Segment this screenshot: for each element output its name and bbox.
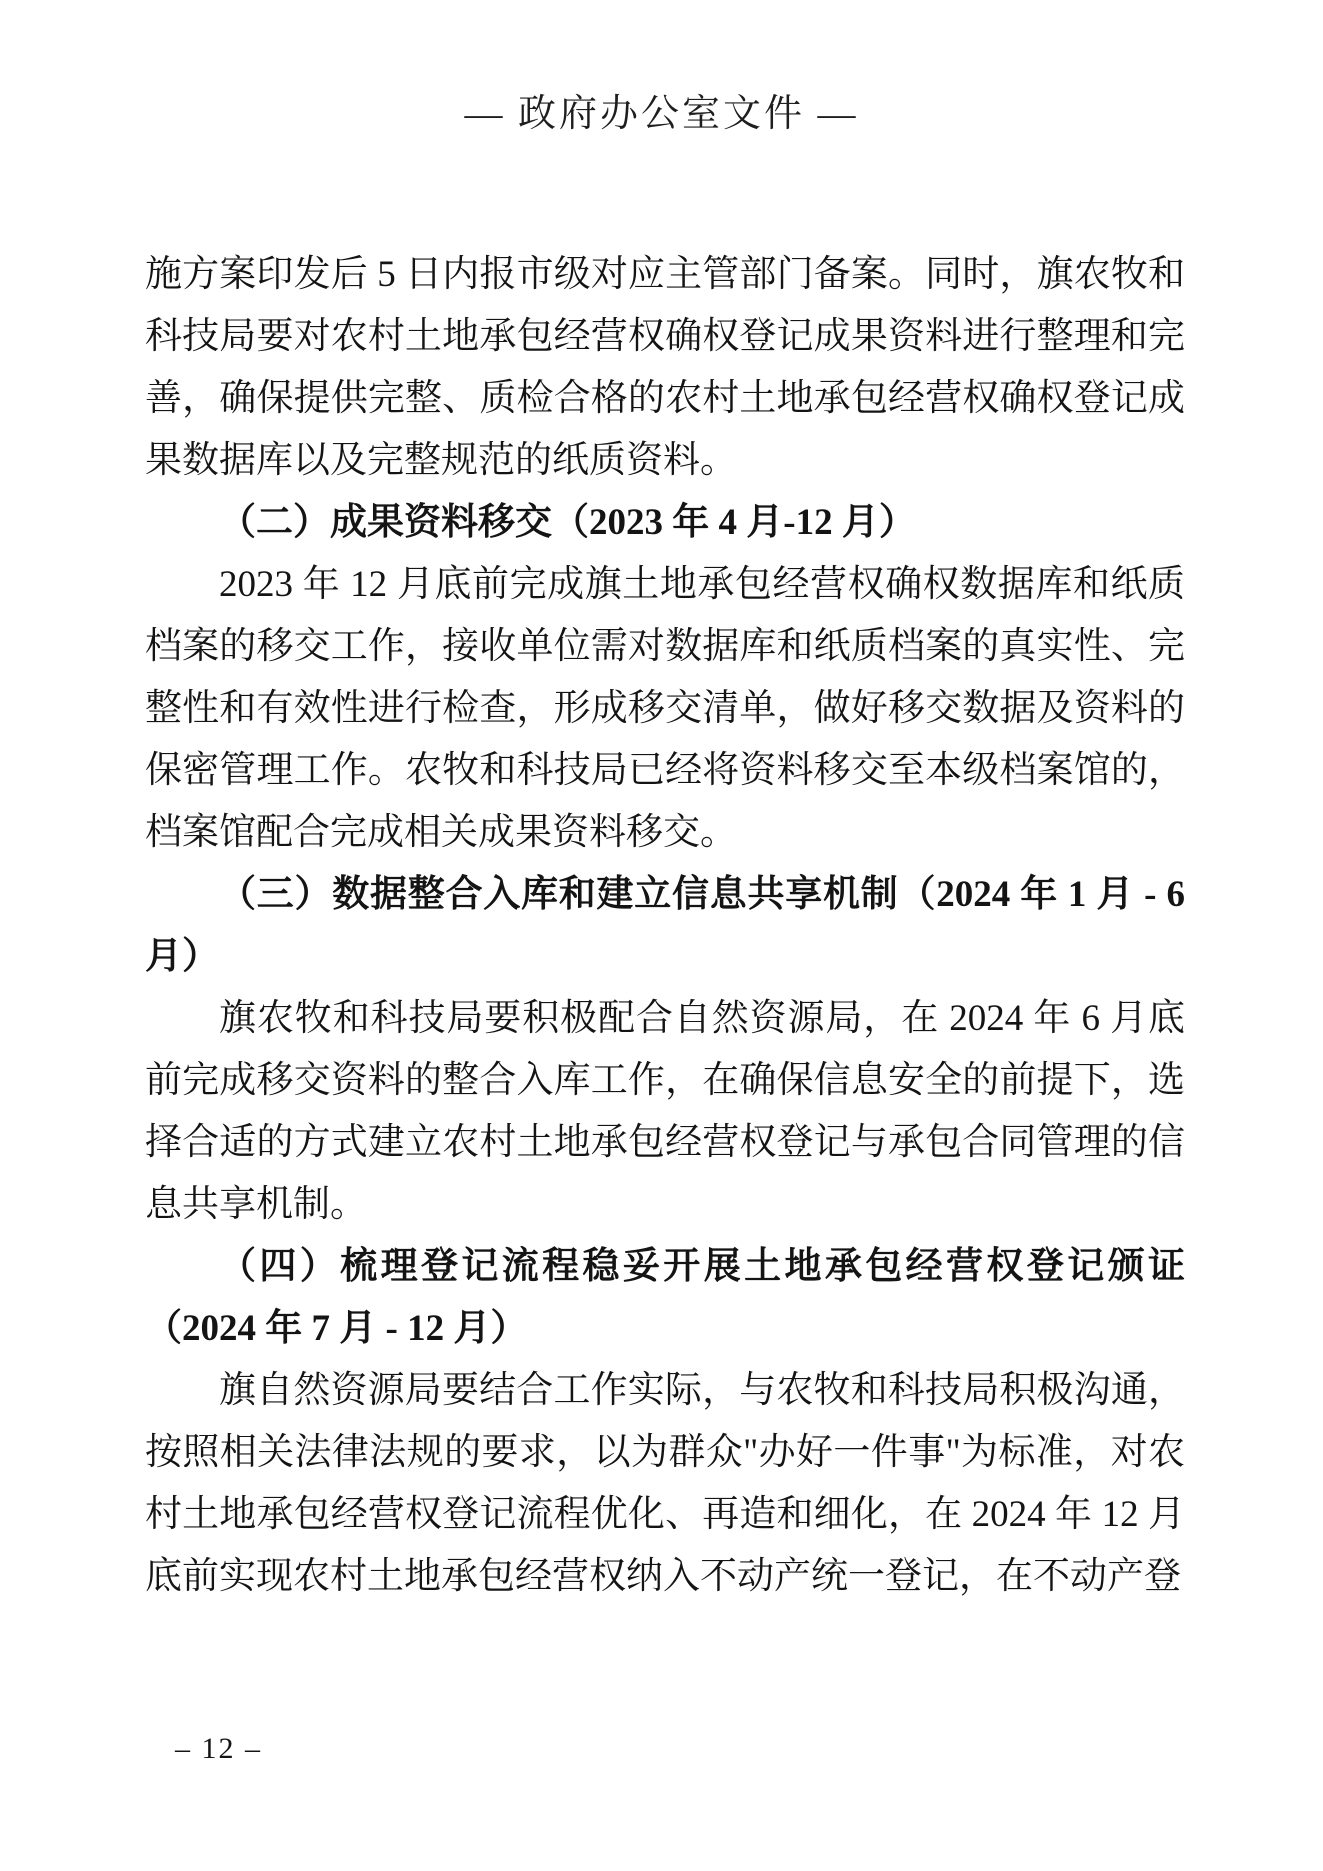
section-heading: （三）数据整合入库和建立信息共享机制（2024 年 1 月 - 6 月） [145, 874, 1185, 977]
paragraph: 旗农牧和科技局要积极配合自然资源局，在 2024 年 6 月底前完成移交资料的整合入库工作，在确保信息安全的前提下，选择合适的方式建立农村土地承包经营权登记与承包合同管理的信息共享机制。 [145, 998, 1185, 1225]
document-body [145, 244, 1185, 1608]
section-heading: （四）梳理登记流程稳妥开展土地承包经营权登记颁证（2024 年 7 月 - 12 月） [145, 1246, 1185, 1349]
paragraph: 旗自然资源局要结合工作实际，与农牧和科技局积极沟通，按照相关法律法规的要求，以为群众"办好一件事"为标准，对农村土地承包经营权登记流程优化、再造和细化，在 2024 年 12 月底前实现农村土地承包经营权纳入不动产统一登记，在不动产登 [145, 1370, 1185, 1597]
paragraph: 2023 年 12 月底前完成旗土地承包经营权确权数据库和纸质档案的移交工作，接收单位需对数据库和纸质档案的真实性、完整性和有效性进行检查，形成移交清单，做好移交数据及资料的保密管理工作。农牧和科技局已经将资料移交至本级档案馆的，档案馆配合完成相关成果资料移交。 [145, 564, 1185, 853]
section-heading: （二）成果资料移交（2023 年 4 月-12 月） [219, 502, 916, 543]
page-header [0, 82, 1323, 137]
page-footer [175, 1732, 262, 1766]
page-number-label: – 12 – [175, 1732, 262, 1765]
paragraph: 施方案印发后 5 日内报市级对应主管部门备案。同时，旗农牧和科技局要对农村土地承包经营权确权登记成果资料进行整理和完善，确保提供完整、质检合格的农村土地承包经营权确权登记成果数据库以及完整规范的纸质资料。 [145, 254, 1185, 481]
header-title: — 政府办公室文件 — [464, 93, 859, 135]
